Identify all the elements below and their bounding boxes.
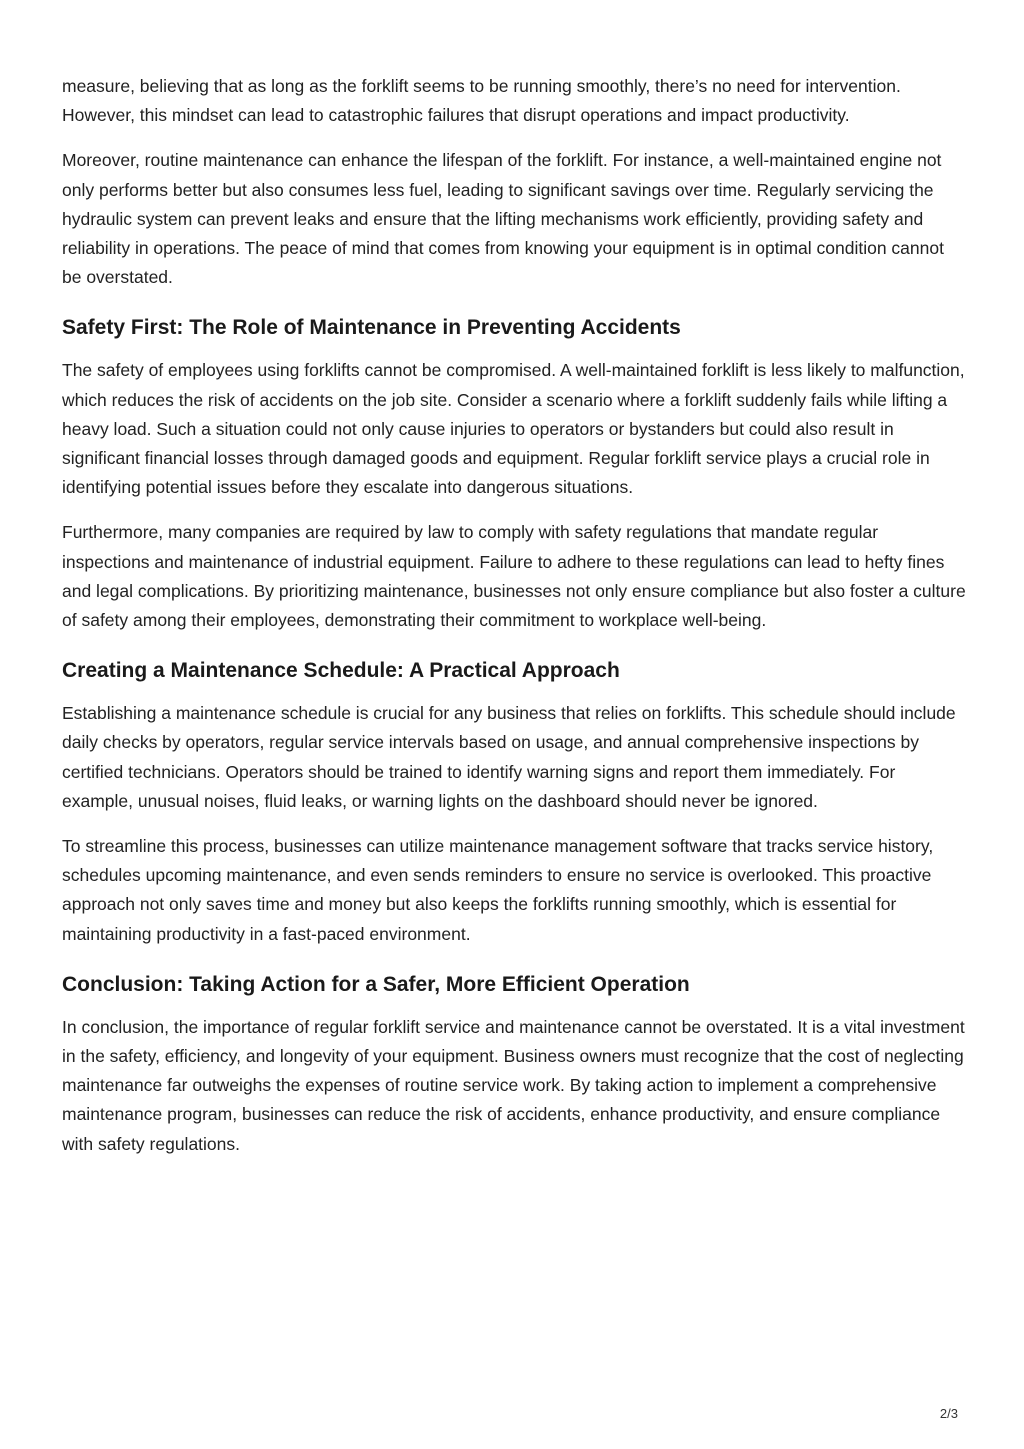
paragraph-lifespan: Moreover, routine maintenance can enhance the lifespan of the forklift. For instance, a well-maintained engine not only performs better but also consumes less fuel, leading to significant savings over time. Regularly servicing the hydraulic system can prevent leaks and ensure that the lifting mechanisms work efficiently, providing safety and reliability in operations. The peace of mind that comes from knowing your equipment is in optimal condition cannot be overstated.	[62, 150, 944, 288]
paragraph-schedule: Establishing a maintenance schedule is crucial for any business that relies on forklifts. This schedule should include daily checks by operators, regular service intervals based on usage, and annual comprehensive inspections by certified technicians. Operators should be trained to identify warning signs and report them immediately. For example, unusual noises, fluid leaks, or warning lights on the dashboard should never be ignored.	[62, 703, 956, 811]
heading-conclusion: Conclusion: Taking Action for a Safer, More Efficient Operation	[62, 972, 690, 996]
heading-maintenance-schedule: Creating a Maintenance Schedule: A Practical Approach	[62, 659, 620, 683]
page-number: 2/3	[939, 1406, 958, 1421]
paragraph-employee-safety: The safety of employees using forklifts cannot be compromised. A well-maintained forklift is less likely to malfunction, which reduces the risk of accidents on the job site. Consider a scenario where a forklift suddenly fails while lifting a heavy load. Such a situation could not only cause injuries to operators or bystanders but could also result in significant financial losses through damaged goods and equipment. Regular forklift service plays a crucial role in identifying potential issues before they escalate into dangerous situations.	[62, 360, 965, 498]
document-body	[62, 72, 968, 1175]
heading-safety-first: Safety First: The Role of Maintenance in Preventing Accidents	[62, 316, 681, 340]
paragraph-software: To streamline this process, businesses can utilize maintenance management software that tracks service history, schedules upcoming maintenance, and even sends reminders to ensure no service is overlooked. This proactive approach not only saves time and money but also keeps the forklifts running smoothly, which is essential for maintaining productivity in a fast-paced environment.	[62, 836, 934, 944]
paragraph-regulations: Furthermore, many companies are required by law to comply with safety regulations that mandate regular inspections and maintenance of industrial equipment. Failure to adhere to these regulations can lead to hefty fines and legal complications. By prioritizing maintenance, businesses not only ensure compliance but also foster a culture of safety among their employees, demonstrating their commitment to workplace well-being.	[62, 522, 966, 631]
paragraph-intro-continued: measure, believing that as long as the forklift seems to be running smoothly, there’s no need for intervention. However, this mindset can lead to catastrophic failures that disrupt operations and impact productivity.	[62, 76, 901, 126]
paragraph-conclusion: In conclusion, the importance of regular forklift service and maintenance cannot be overstated. It is a vital investment in the safety, efficiency, and longevity of your equipment. Business owners must recognize that the cost of neglecting maintenance far outweighs the expenses of routine service work. By taking action to implement a comprehensive maintenance program, businesses can reduce the risk of accidents, enhance productivity, and ensure compliance with safety regulations.	[62, 1016, 965, 1154]
